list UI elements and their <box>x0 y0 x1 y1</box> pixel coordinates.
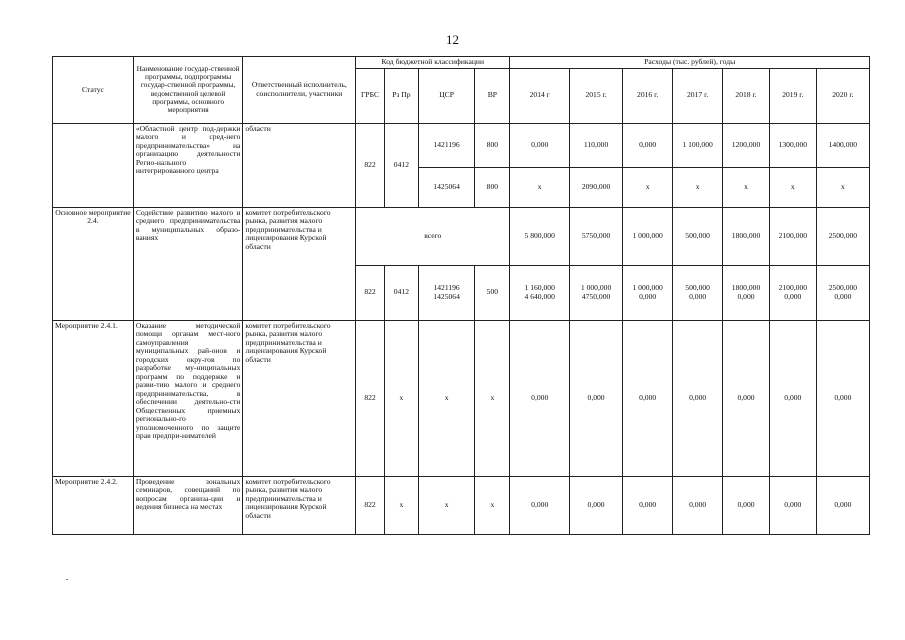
table-row <box>53 207 870 265</box>
vr-cell: x <box>475 320 510 476</box>
value-cell: 5750,000 <box>569 207 622 265</box>
rzpr-cell: x <box>384 476 418 534</box>
name-cell: Содействие развитию малого и среднего предпринимательства в муниципальных образо-ваниях <box>133 207 243 320</box>
header-year: 2018 г. <box>723 68 770 123</box>
value-cell: x <box>769 167 816 207</box>
header-status: Статус <box>53 57 134 124</box>
status-cell <box>53 123 134 207</box>
value-cell: 0,000 <box>769 476 816 534</box>
table-row <box>53 476 870 534</box>
header-year: 2017 г. <box>673 68 723 123</box>
value-cell: x <box>723 167 770 207</box>
responsible-cell: области <box>243 123 356 207</box>
value-cell: 1 160,000 4 640,000 <box>510 265 570 320</box>
value-cell: 0,000 <box>723 320 770 476</box>
value-cell: 500,000 <box>673 207 723 265</box>
rzpr-cell: x <box>384 320 418 476</box>
value-cell: 1 100,000 <box>673 123 723 167</box>
scan-speck <box>66 579 68 580</box>
header-rzpr: Рз Пр <box>384 68 418 123</box>
header-year: 2016 г. <box>623 68 673 123</box>
total-label: всего <box>356 207 510 265</box>
value-cell: 2500,000 0,000 <box>816 265 869 320</box>
value-cell: 500,000 0,000 <box>673 265 723 320</box>
value-cell: 1 000,000 4750,000 <box>569 265 622 320</box>
value-cell: 0,000 <box>769 320 816 476</box>
vr-cell: x <box>475 476 510 534</box>
value-cell: x <box>623 167 673 207</box>
status-cell: Основное мероприятие 2.4. <box>53 207 134 320</box>
name-cell: Оказание методической помощи органам мест-ного самоуправления муниципальных рай-онов и городских окру-гов по разработке му-ниципальных программ по поддержке и разви-тию малого и среднего предпринимательства, в обеспечении деятельно-сти Общественных приемных регионально-го уполномоченного по защите прав предпри-нимателей <box>133 320 243 476</box>
header-name: Наименование государ-ственной программы, подпрограммы государ-ственной программы, ведомственной целевой программы, основного мероприятия <box>133 57 243 124</box>
header-expenses: Расходы (тыс. рублей), годы <box>510 57 870 69</box>
value-cell: 1 000,000 <box>623 207 673 265</box>
value-cell: 0,000 <box>723 476 770 534</box>
budget-table <box>52 56 870 535</box>
value-cell: 1400,000 <box>816 123 869 167</box>
value-cell: 1800,000 0,000 <box>723 265 770 320</box>
value-cell: x <box>816 167 869 207</box>
header-year: 2019 г. <box>769 68 816 123</box>
header-year: 2014 г <box>510 68 570 123</box>
value-cell: 1300,000 <box>769 123 816 167</box>
table-row <box>53 123 870 167</box>
name-cell: Проведение зональных семинаров, совещаний по вопросам организа-ции и ведения бизнеса на местах <box>133 476 243 534</box>
value-cell: 0,000 <box>623 320 673 476</box>
value-cell: 2100,000 0,000 <box>769 265 816 320</box>
csr-cell: 1425064 <box>418 167 474 207</box>
value-cell: 0,000 <box>569 320 622 476</box>
csr-cell: 1421196 1425064 <box>418 265 474 320</box>
value-cell: 1200,000 <box>723 123 770 167</box>
value-cell: 5 800,000 <box>510 207 570 265</box>
value-cell: 0,000 <box>569 476 622 534</box>
status-cell: Мероприятие 2.4.2. <box>53 476 134 534</box>
header-vr: ВР <box>475 68 510 123</box>
grbs-cell: 822 <box>356 123 385 207</box>
header-year: 2015 г. <box>569 68 622 123</box>
vr-cell: 800 <box>475 123 510 167</box>
csr-cell: x <box>418 476 474 534</box>
status-cell: Мероприятие 2.4.1. <box>53 320 134 476</box>
header-grbs: ГРБС <box>356 68 385 123</box>
header-responsible: Ответственный исполнитель, соисполнители, участники <box>243 57 356 124</box>
value-cell: 0,000 <box>673 476 723 534</box>
page-number: 12 <box>446 32 459 47</box>
value-cell: 0,000 <box>623 123 673 167</box>
value-cell: x <box>510 167 570 207</box>
value-cell: 1 000,000 0,000 <box>623 265 673 320</box>
grbs-cell: 822 <box>356 265 385 320</box>
value-cell: 2500,000 <box>816 207 869 265</box>
value-cell: 110,000 <box>569 123 622 167</box>
csr-cell: x <box>418 320 474 476</box>
name-cell: «Областной центр под-держки малого и сред-него предпринимательства» на организацию деятельности Регио-нального интегрированного центра <box>133 123 243 207</box>
responsible-cell: комитет потребительского рынка, развития малого предпринимательства и лицензирования Курской области <box>243 320 356 476</box>
header-year: 2020 г. <box>816 68 869 123</box>
value-cell: 0,000 <box>510 123 570 167</box>
value-cell: 0,000 <box>510 476 570 534</box>
header-csr: ЦСР <box>418 68 474 123</box>
rzpr-cell: 0412 <box>384 123 418 207</box>
responsible-cell: комитет потребительского рынка, развития малого предпринимательства и лицензирования Курской области <box>243 207 356 320</box>
grbs-cell: 822 <box>356 320 385 476</box>
vr-cell: 800 <box>475 167 510 207</box>
header-budget-code: Код бюджетной классификации <box>356 57 510 69</box>
value-cell: 0,000 <box>623 476 673 534</box>
value-cell: 0,000 <box>673 320 723 476</box>
value-cell: x <box>673 167 723 207</box>
value-cell: 0,000 <box>816 320 869 476</box>
value-cell: 2100,000 <box>769 207 816 265</box>
value-cell: 1800,000 <box>723 207 770 265</box>
value-cell: 0,000 <box>510 320 570 476</box>
value-cell: 2090,000 <box>569 167 622 207</box>
header-row-1 <box>53 57 870 69</box>
table-row <box>53 320 870 476</box>
csr-cell: 1421196 <box>418 123 474 167</box>
value-cell: 0,000 <box>816 476 869 534</box>
rzpr-cell: 0412 <box>384 265 418 320</box>
responsible-cell: комитет потребительского рынка, развития малого предпринимательства и лицензирования Курской области <box>243 476 356 534</box>
vr-cell: 500 <box>475 265 510 320</box>
grbs-cell: 822 <box>356 476 385 534</box>
